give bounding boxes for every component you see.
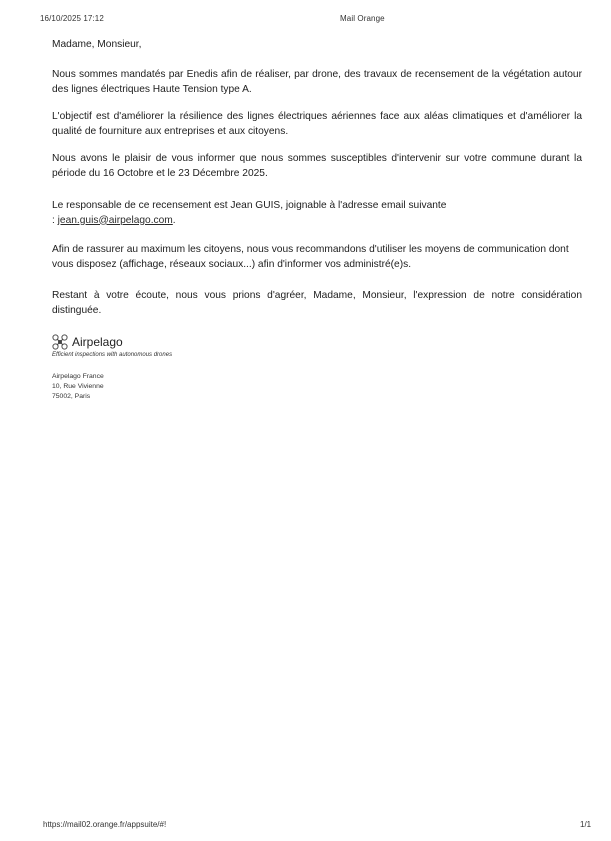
drone-logo-icon [52, 334, 68, 350]
print-page-number: 1/1 [580, 820, 592, 829]
letter-paragraph-communication: Afin de rassurer au maximum les citoyens, nous vous recommandons d'utiliser les moyens de communication dont vous disposez (affichage, réseaux sociaux...) afin d'informer vos administré(e)s. [52, 244, 569, 270]
print-header-title: Mail Orange [340, 14, 385, 23]
letter-paragraph-mandate: Nous sommes mandatés par Enedis afin de réaliser, par drone, des travaux de recensement de la végétation autour des lignes électriques Haute Tension type A. [52, 69, 582, 95]
company-tagline: Efficient inspections with autonomous drones [52, 352, 173, 358]
company-logo [52, 334, 123, 350]
contact-prefix: : [52, 214, 58, 226]
company-name: Airpelago [72, 335, 123, 349]
print-footer-url: https://mail02.orange.fr/appsuite/#! [43, 820, 167, 829]
address-line: 10, Rue Vivienne [52, 383, 104, 390]
print-timestamp: 16/10/2025 17:12 [40, 14, 104, 23]
contact-line: Le responsable de ce recensement est Jean GUIS, joignable à l'adresse email suivante [52, 200, 447, 211]
letter-paragraph-period: Nous avons le plaisir de vous informer que nous sommes susceptibles d'intervenir sur votre commune durant la période du 16 Octobre et le 23 Décembre 2025. [52, 153, 582, 179]
address-line: Airpelago France [52, 373, 104, 380]
contact-email-link[interactable]: jean.guis@airpelago.com [57, 214, 173, 226]
contact-email-line [52, 214, 582, 229]
letter-paragraph-contact [52, 199, 582, 228]
contact-suffix: . [172, 214, 176, 226]
letter-paragraph-objective: L'objectif est d'améliorer la résilience des lignes électriques aériennes face aux aléas climatiques et d'améliorer la qualité de fourniture aux entreprises et aux citoyens. [52, 111, 582, 137]
letter-greeting: Madame, Monsieur, [52, 39, 142, 50]
letter-paragraph-closing: Restant à votre écoute, nous vous prions d'agréer, Madame, Monsieur, l'expression de notre considération distinguée. [52, 290, 582, 316]
address-line: 75002, Paris [52, 393, 91, 400]
